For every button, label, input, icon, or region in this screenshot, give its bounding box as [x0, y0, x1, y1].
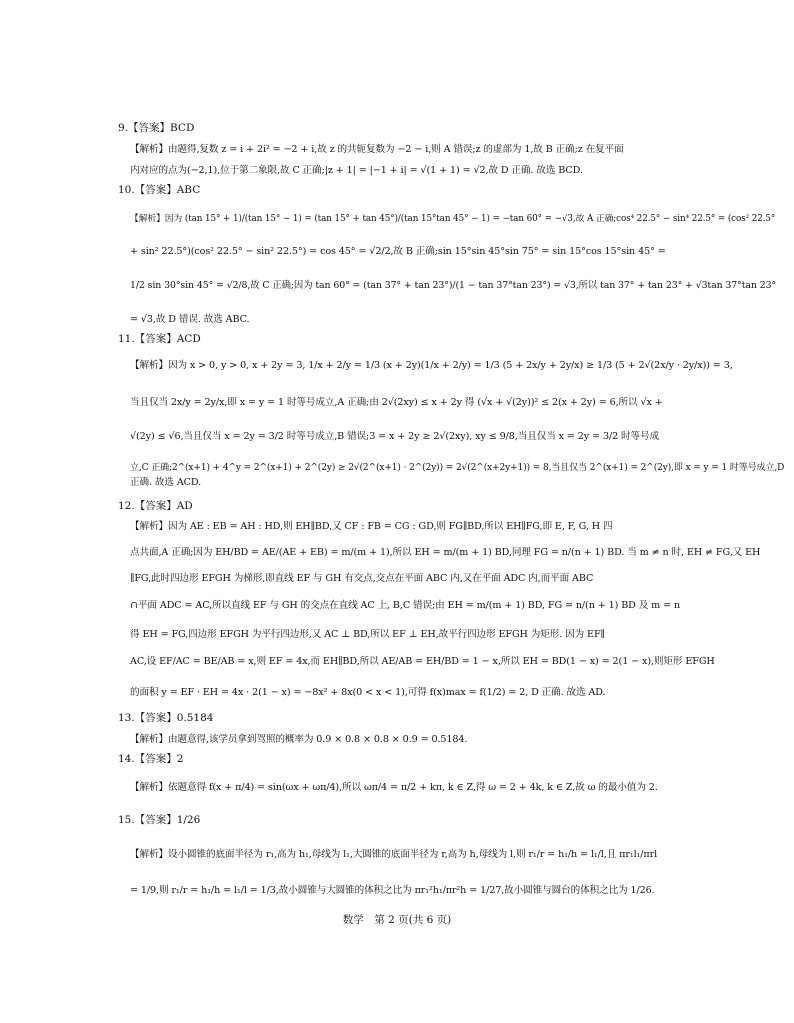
q15-line: 【解析】设小圆锥的底面半径为 r₁,高为 h₁,母线为 l₁,大圆锥的底面半径为 r,高为 h,母线为 l,则 r₁/r = h₁/h = l₁/l,且 πr₁l₁/πrl — [130, 849, 658, 860]
q11-line: 当且仅当 2x/y = 2y/x,即 x = y = 1 时等号成立,A 正确;由 2√(2xy) ≤ x + 2y 得 (√x + √(2y))² ≤ 2(x + 2y) = 6,所以 √x + — [130, 397, 663, 408]
q10-answer: 10.【答案】ABC — [118, 184, 201, 196]
q15-answer: 15.【答案】1/26 — [118, 814, 201, 826]
q10-line: 1/2 sin 30°sin 45° = √2/8,故 C 正确;因为 tan 60° = (tan 37° + tan 23°)/(1 − tan 37°tan 23°) = √3,所以 tan 37° + tan 23° + √3tan 37°tan 23° — [130, 280, 777, 291]
q12-line: ∥FG,此时四边形 EFGH 为梯形,即直线 EF 与 GH 有交点,交点在平面 ABC 内,又在平面 ADC 内,而平面 ABC — [130, 573, 594, 584]
q12-line: AC,设 EF/AC = BE/AB = x,则 EF = 4x,而 EH∥BD,所以 AE/AB = EH/BD = 1 − x,所以 EH = BD(1 − x) = 2(1 − x),则矩形 EFGH — [130, 656, 715, 667]
q12-line: 【解析】因为 AE : EB = AH : HD,则 EH∥BD,又 CF : FB = CG : GD,则 FG∥BD,所以 EH∥FG,即 E, F, G, H 四 — [130, 521, 613, 532]
q13-answer: 13.【答案】0.5184 — [118, 712, 214, 724]
q13-line: 【解析】由题意得,该学员拿到驾照的概率为 0.9 × 0.8 × 0.8 × 0.9 = 0.5184. — [130, 734, 468, 745]
q11-line: 正确. 故选 ACD. — [130, 477, 202, 488]
q12-line: 的面积 y = EF · EH = 4x · 2(1 − x) = −8x² + 8x(0 < x < 1),可得 f(x)max = f(1/2) = 2, D 正确. 故选 AD. — [130, 687, 606, 698]
q10-line: = √3,故 D 错误. 故选 ABC. — [130, 314, 250, 325]
q12-line: 点共面,A 正确;因为 EH/BD = AE/(AE + EB) = m/(m + 1),所以 EH = m/(m + 1) BD,同理 FG = n/(n + 1) BD. 当 m ≠ n 时, EH ≠ FG,又 EH — [130, 547, 761, 558]
page-footer: 数学 第 2 页(共 6 页) — [342, 914, 452, 926]
q10-line: + sin² 22.5°)(cos² 22.5° − sin² 22.5°) = cos 45° = √2/2,故 B 正确;sin 15°sin 45°sin 75° = sin 15°cos 15°sin 45° = — [130, 246, 666, 257]
q11-line: √(2y) ≤ √6,当且仅当 x = 2y = 3/2 时等号成立,B 错误;3 = x + 2y ≥ 2√(2xy), xy ≤ 9/8,当且仅当 x = 2y = 3/2 时等号成 — [130, 431, 660, 442]
q9-answer: 9.【答案】BCD — [118, 122, 195, 134]
q12-line: ∩平面 ADC = AC,所以直线 EF 与 GH 的交点在直线 AC 上, B,C 错误;由 EH = m/(m + 1) BD, FG = n/(n + 1) BD 及 m = n — [130, 600, 681, 611]
q12-line: 得 EH = FG,四边形 EFGH 为平行四边形,又 AC ⊥ BD,所以 EF ⊥ EH,故平行四边形 EFGH 为矩形. 因为 EF∥ — [130, 629, 605, 640]
q14-line: 【解析】依题意得 f(x + π/4) = sin(ωx + ωπ/4),所以 ωπ/4 = π/2 + kπ, k ∈ Z,得 ω = 2 + 4k, k ∈ Z,故 ω 的最小值为 2. — [130, 782, 658, 793]
q9-line: 【解析】由题得,复数 z = i + 2i² = −2 + i,故 z 的共轭复数为 −2 − i,则 A 错误;z 的虚部为 1,故 B 正确;z 在复平面 — [130, 144, 624, 155]
q15-line: = 1/9,则 r₁/r = h₁/h = l₁/l = 1/3,故小圆锥与大圆锥的体积之比为 πr₁²h₁/πr²h = 1/27,故小圆锥与圆台的体积之比为 1/26. — [130, 885, 655, 896]
q11-line: 【解析】因为 x > 0, y > 0, x + 2y = 3, 1/x + 2/y = 1/3 (x + 2y)(1/x + 2/y) = 1/3 (5 + 2x/y + 2y/x) ≥ 1/3 (5 + 2√(2x/y · 2y/x)) = 3, — [130, 360, 733, 371]
q9-line: 内对应的点为(−2,1),位于第二象限,故 C 正确;|z + 1| = |−1 + i| = √(1 + 1) = √2,故 D 正确. 故选 BCD. — [130, 165, 583, 176]
q14-answer: 14.【答案】2 — [118, 753, 184, 765]
q12-answer: 12.【答案】AD — [118, 500, 193, 512]
q10-line: 【解析】因为 (tan 15° + 1)/(tan 15° − 1) = (tan 15° + tan 45°)/(tan 15°tan 45° − 1) = −tan 60° = −√3,故 A 正确;cos⁴ 22.5° − sin⁴ 22.5° = (cos² 22.5° — [130, 214, 776, 224]
q11-line: 立,C 正确;2^(x+1) + 4^y = 2^(x+1) + 2^(2y) ≥ 2√(2^(x+1) · 2^(2y)) = 2√(2^(x+2y+1)) = 8,当且仅当 2^(x+1) = 2^(2y),即 x = y = 1 时等号成立,D — [130, 463, 785, 473]
q11-answer: 11.【答案】ACD — [118, 333, 201, 345]
